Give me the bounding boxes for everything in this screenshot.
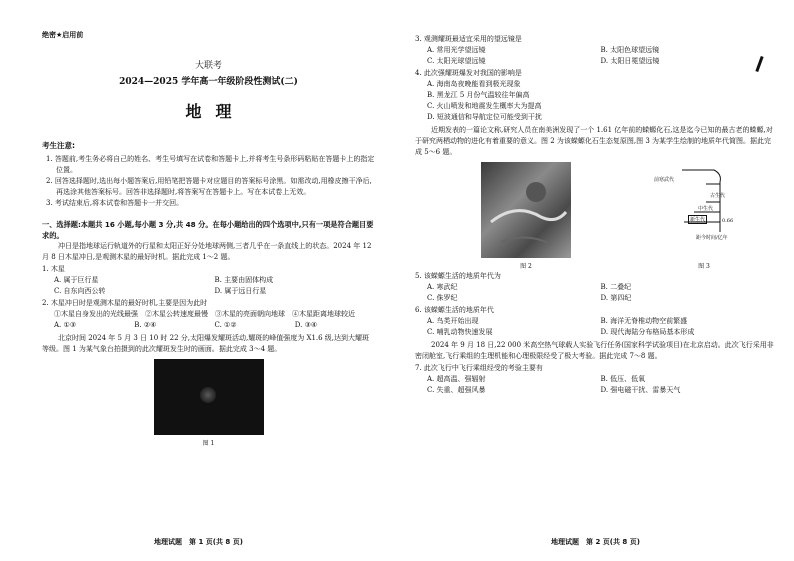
question-5-options xyxy=(415,293,774,304)
passage-3: 近期发表的一篇论文称,研究人员在南美洲发现了一个 1.61 亿年前的蝾螈化石,这是迄今已知的最古老的蝾螈,对于研究两栖动物的进化有着重要的意义。图 2 为该蝾螈化石生态复原图,图 3 为某学生绘制的地质年代简图。据此完成 5～6 题。 xyxy=(415,126,773,156)
timeline-label: 中生代 xyxy=(698,206,714,212)
question-6-options xyxy=(415,327,774,338)
option-d: D. 太阳日冕望远镜 xyxy=(600,57,660,65)
option-c: C. 火山喷发和地震发生概率大为提高 xyxy=(427,102,542,110)
sun-image xyxy=(200,387,216,403)
option-d: D. 属于远日行星 xyxy=(214,287,267,295)
figure-row xyxy=(415,162,774,270)
option-c: C. 侏罗纪 xyxy=(427,294,458,302)
question-7-options xyxy=(415,374,774,385)
option-b: B. ②④ xyxy=(134,321,157,329)
option-c: C. 太阳光球望远镜 xyxy=(427,57,486,65)
figure-3-caption: 图 3 xyxy=(698,263,710,270)
subject-title: 地理 xyxy=(185,102,246,121)
figure-3-geologic-timeline xyxy=(654,162,754,258)
secret-label: 绝密★启用前 xyxy=(42,31,84,39)
option-a: A. 鸟类开始出现 xyxy=(427,317,479,325)
section-heading: 一、选择题:本题共 16 小题,每小题 3 分,共 48 分。在每小题给出的四个选项中,只有一项是符合题目要求的。 xyxy=(42,220,374,240)
passage-4: 2024 年 9 月 18 日,22 000 米高空热气球载人实验飞行任务(国家科学试验项目)在北京启动。此次飞行采用非密闭舱室,飞行乘组的生理机能和心理极限经受了极大考验。据此完成 7～8 题。 xyxy=(415,341,774,360)
page-footer: 地理试题 第 1 页(共 8 页) xyxy=(154,538,243,546)
notice-item: 3. 考试结束后,将本试卷和答题卡一并交回。 xyxy=(46,199,184,207)
page-2 xyxy=(397,0,794,561)
question-1-options xyxy=(42,275,375,286)
question-2-options xyxy=(42,320,375,331)
option-b: B. 主要由固体构成 xyxy=(214,276,274,284)
question-7-stem: 7. 此次飞行中飞行乘组经受的考验主要有 xyxy=(415,364,543,372)
option-a: A. 常用光学望远镜 xyxy=(427,46,486,54)
option-d: D. ③④ xyxy=(294,321,318,329)
notice-item: 2. 回答选择题时,选出每小题答案后,用铅笔把答题卡对应题目的答案标号涂黑。如需改动,用橡皮擦干净后,再选涂其他答案标号。回答非选择题时,将答案写在答题卡上。写在本试卷上无效。 xyxy=(46,177,372,196)
option-d: D. 强电磁干扰、雷暴天气 xyxy=(600,386,681,394)
passage-2: 北京时间 2024 年 5 月 3 日 10 时 22 分,太阳爆发耀斑活动,耀斑的峰值强度为 X1.6 级,达到大耀斑等级。图 1 为某气象台拍摄到的此次耀斑发生时的画面。据此完成 3～4 题。 xyxy=(42,334,370,353)
figure-2-salamander xyxy=(481,162,571,258)
option-b: B. 低压、低氧 xyxy=(600,375,646,383)
figure-2-caption: 图 2 xyxy=(520,263,532,270)
figure-2-wrap xyxy=(481,162,571,270)
question-7-options xyxy=(415,385,774,396)
exam-title: 2024—2025 学年高一年级阶段性测试(二) xyxy=(119,77,298,87)
option-c: C. 自东向西公转 xyxy=(54,287,106,295)
salamander-illustration xyxy=(481,162,571,258)
question-4-stem: 4. 此次强耀斑爆发对我国的影响是 xyxy=(415,69,522,77)
option-a: A. ①③ xyxy=(54,321,77,329)
option-c: C. 失重、超强风暴 xyxy=(427,386,486,394)
figure-1-caption: 图 1 xyxy=(202,440,215,447)
option-d: D. 现代海陆分布格局基本形成 xyxy=(600,328,695,336)
timeline-label: 前寒武代 xyxy=(654,177,675,183)
question-3-options xyxy=(415,56,774,67)
figure-3-wrap xyxy=(654,162,754,270)
figure-1-solar-flare xyxy=(154,359,264,435)
notice-item: 1. 答题前,考生务必将自己的姓名、考生号填写在试卷和答题卡上,并将考生号条形码粘贴在答题卡上的指定位置。 xyxy=(46,155,375,174)
option-a: A. 超高温、强辐射 xyxy=(427,375,486,383)
page-footer: 地理试题 第 2 页(共 8 页) xyxy=(551,538,640,546)
option-a: A. 属于巨行星 xyxy=(54,276,99,284)
question-3-options xyxy=(415,45,774,56)
timeline-label: 新生代 xyxy=(690,217,706,223)
notice-title: 考生注意: xyxy=(42,141,75,150)
question-5-stem: 5. 该蝾螈生活的地质年代为 xyxy=(415,272,501,280)
option-b: B. 太阳色球望远镜 xyxy=(600,46,660,54)
option-a: A. 寒武纪 xyxy=(427,283,458,291)
option-c: C. ①② xyxy=(214,321,237,329)
exam-org: 大联考 xyxy=(194,61,222,71)
question-2-statements: ①木星自身发出的光线最强 ②木星公转速度最慢 ③木星的亮面朝向地球 ④木星距离地球较近 xyxy=(54,310,355,318)
question-3-stem: 3. 观测耀斑最适宜采用的望远镜是 xyxy=(415,35,522,43)
question-2-stem: 2. 木星冲日时是观测木星的最好时机,主要是因为此时 xyxy=(42,299,208,307)
option-b: B. 二叠纪 xyxy=(600,283,632,291)
option-b: B. 黑龙江 5 月份气温较往年偏高 xyxy=(427,91,530,99)
option-d: D. 第四纪 xyxy=(600,294,632,302)
question-6-stem: 6. 该蝾螈生活的地质年代 xyxy=(415,306,494,314)
timeline-axis-label: 距今时间/亿年 xyxy=(696,235,728,241)
timeline-value: 0.66 xyxy=(722,218,734,224)
timeline-label: 古生代 xyxy=(710,193,726,199)
question-5-options xyxy=(415,282,774,293)
question-1-options xyxy=(42,286,375,297)
option-b: B. 海洋无脊椎动物空前繁盛 xyxy=(600,317,688,325)
question-1-stem: 1. 木星 xyxy=(42,265,65,273)
option-a: A. 海南岛夜晚能看到极光现象 xyxy=(427,80,521,88)
passage-1: 冲日是指地球运行轨道外的行星和太阳正好分处地球两侧,三者几乎在一条直线上的状态。2024 年 12 月 8 日木星冲日,是观测木星的最好时机。据此完成 1～2 题。 xyxy=(42,242,372,261)
option-d: D. 短波通信和导航定位可能受到干扰 xyxy=(427,113,542,121)
question-6-options xyxy=(415,316,774,327)
option-c: C. 哺乳动物快速发展 xyxy=(427,328,493,336)
